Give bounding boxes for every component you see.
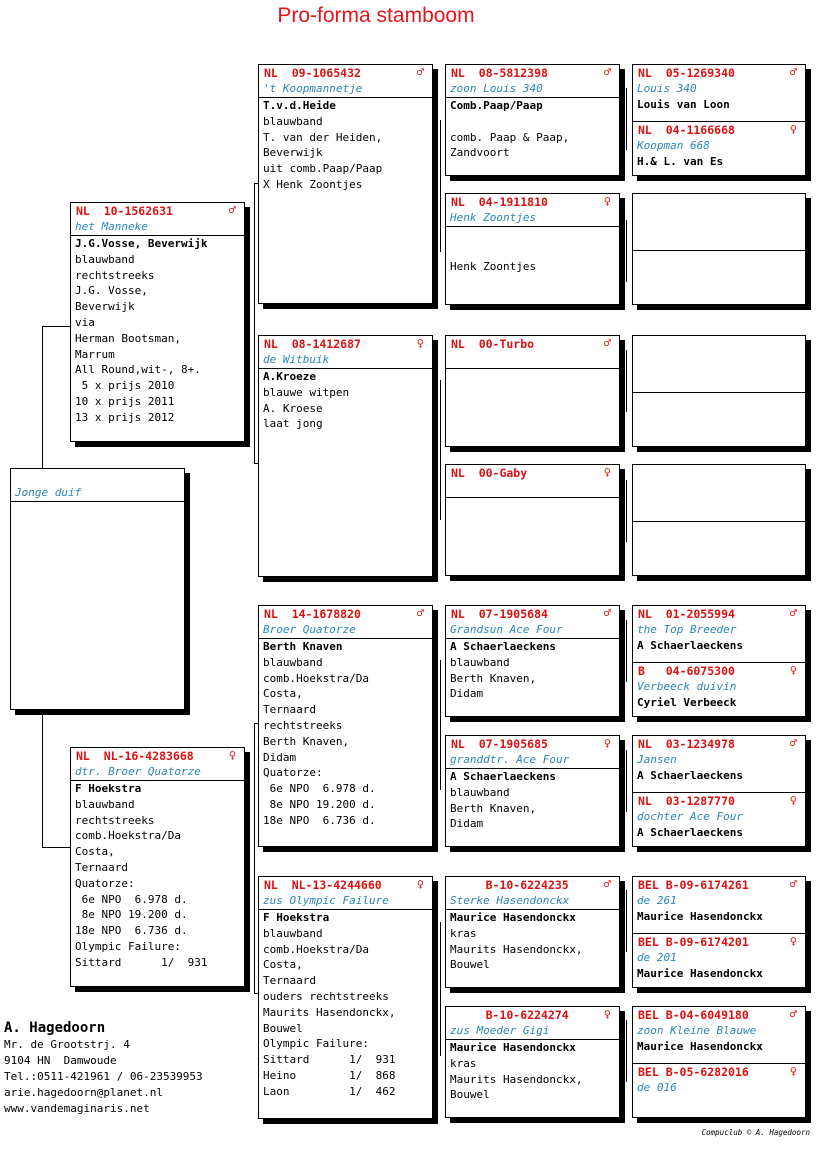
- connector: [42, 847, 72, 848]
- pedigree-half: [633, 465, 805, 521]
- breeder-line: A Schaerlaeckens: [637, 769, 743, 782]
- pedigree-half: [633, 194, 805, 250]
- detail-line: Olympic Failure:: [75, 939, 181, 953]
- owner-block: [4, 1019, 203, 1117]
- card-header: [633, 122, 805, 138]
- sex-symbol: ♂: [603, 65, 611, 79]
- pedigree-half: [633, 250, 805, 305]
- detail-line: Maurits Hasendonckx,: [263, 1005, 396, 1019]
- card-header: [633, 793, 805, 809]
- card-header: [633, 1007, 805, 1023]
- breeder-line: A Schaerlaeckens: [637, 826, 743, 839]
- pedigree-half: [633, 336, 805, 392]
- pigeon-name: Sterke Hasendonckx: [446, 893, 619, 910]
- detail-line: J.G. Vosse,: [75, 284, 148, 298]
- breeder-line: Maurice Hasendonckx: [637, 910, 763, 923]
- ring-number: NL 01-2055994: [638, 607, 735, 621]
- detail-line: Bouwel: [450, 1088, 490, 1102]
- owner-website[interactable]: www.vandemaginaris.net: [4, 1102, 150, 1115]
- connector: [626, 890, 627, 952]
- sex-symbol: ♂: [789, 736, 797, 750]
- card-header: [446, 65, 619, 81]
- detail-line: 6e NPO 6.978 d.: [75, 892, 188, 906]
- ring-number: BEL B-09-6174201: [638, 935, 749, 949]
- ring-number: NL 00-Turbo: [451, 337, 535, 351]
- owner-name: A. Hagedoorn: [4, 1020, 106, 1036]
- detail-line: Beverwijk: [75, 300, 135, 314]
- sex-symbol: ♀: [416, 877, 424, 891]
- connector: [440, 660, 441, 790]
- card-header: [446, 736, 619, 752]
- ring-number: NL 05-1269340: [638, 66, 735, 80]
- card-header: [446, 606, 619, 622]
- detail-line: Henk Zoontjes: [450, 259, 537, 273]
- detail-line: [446, 227, 619, 243]
- pigeon-name: dochter Ace Four: [637, 810, 743, 823]
- pigeon-name: Broer Quatorze: [259, 622, 432, 639]
- connector: [42, 326, 72, 327]
- sex-symbol: ♀: [603, 465, 611, 479]
- sex-symbol: ♂: [416, 606, 424, 620]
- detail-line: blauwband: [263, 926, 323, 940]
- detail-line: Costa,: [263, 958, 303, 972]
- breeder-line: A Schaerlaeckens: [637, 639, 743, 652]
- ring-number: B 04-6075300: [638, 664, 735, 678]
- detail-line: 18e NPO 6.736 d.: [263, 813, 376, 827]
- sex-symbol: ♂: [789, 877, 797, 891]
- card-header: [633, 65, 805, 81]
- pedigree-half: [633, 521, 805, 576]
- connector: [626, 350, 627, 412]
- pigeon-name: granddtr. Ace Four: [446, 752, 619, 769]
- ring-number: NL NL-16-4283668: [76, 749, 194, 763]
- pedigree-half: [633, 736, 805, 792]
- card-header: [259, 65, 432, 81]
- connector: [626, 480, 627, 542]
- card-header: [633, 934, 805, 950]
- connector: [42, 326, 43, 468]
- detail-line: comb. Paap & Paap,: [450, 130, 570, 144]
- owner-address: Mr. de Grootstrj. 4: [4, 1038, 130, 1051]
- pigeon-name: zoon Kleine Blauwe: [637, 1024, 757, 1037]
- subject-card: [10, 468, 185, 710]
- card-header: [259, 606, 432, 622]
- sex-symbol: ♀: [416, 336, 424, 350]
- ring-number: NL 04-1166668: [638, 123, 735, 137]
- ring-number: NL 07-1905684: [451, 607, 548, 621]
- detail-line: rechtstreeks: [75, 268, 155, 282]
- detail-line: blauwe witpen: [263, 385, 350, 399]
- sex-symbol: ♂: [228, 203, 236, 217]
- detail-line: Didam: [450, 687, 484, 701]
- ring-number: NL 09-1065432: [264, 66, 361, 80]
- card-header: [446, 194, 619, 210]
- detail-line: Berth Knaven,: [263, 734, 350, 748]
- ring-number: B-10-6224274: [451, 1008, 569, 1022]
- pedigree-card: [70, 747, 245, 987]
- detail-line: Laon 1/ 462: [263, 1084, 396, 1098]
- pedigree-card: [258, 876, 433, 1119]
- sex-symbol: ♂: [789, 1007, 797, 1021]
- card-header: [446, 336, 619, 352]
- detail-line: Berth Knaven,: [450, 801, 537, 815]
- detail-line: A Schaerlaeckens: [450, 640, 556, 653]
- card-header: [446, 1007, 619, 1023]
- ring-number: NL NL-13-4244660: [264, 878, 382, 892]
- detail-line: uit comb.Paap/Paap: [263, 162, 383, 176]
- sex-symbol: ♀: [789, 793, 797, 807]
- detail-line: via: [75, 315, 95, 329]
- detail-line: Beverwijk: [263, 146, 323, 160]
- pedigree-card: [445, 605, 620, 717]
- detail-line: F Hoekstra: [75, 782, 142, 795]
- sex-symbol: ♂: [603, 877, 611, 891]
- pigeon-name: Verbeeck duivin: [637, 680, 737, 693]
- connector: [440, 120, 441, 252]
- connector: [626, 1020, 627, 1082]
- pedigree-half: [633, 933, 805, 988]
- connector: [254, 723, 255, 993]
- sex-symbol: ♂: [789, 65, 797, 79]
- detail-line: Sittard 1/ 931: [263, 1053, 396, 1067]
- ring-number: BEL B-04-6049180: [638, 1008, 749, 1022]
- card-header: [446, 465, 619, 481]
- detail-line: 8e NPO 19.200 d.: [75, 908, 188, 922]
- detail-line: blauwband: [75, 252, 135, 266]
- ring-number: NL 10-1562631: [76, 204, 173, 218]
- detail-line: Marrum: [75, 347, 115, 361]
- ring-number: NL 14-1678820: [264, 607, 361, 621]
- detail-line: Costa,: [263, 687, 303, 701]
- ring-number: NL 08-5812398: [451, 66, 548, 80]
- detail-line: 6e NPO 6.978 d.: [263, 782, 376, 796]
- pigeon-name: Louis 340: [637, 82, 697, 95]
- detail-line: 8e NPO 19.200 d.: [263, 797, 376, 811]
- owner-city: 9104 HN Damwoude: [4, 1054, 117, 1067]
- pigeon-name: zus Moeder Gigi: [446, 1023, 619, 1040]
- card-header: [633, 877, 805, 893]
- detail-line: T. van der Heiden,: [263, 130, 383, 144]
- detail-line: Comb.Paap/Paap: [450, 99, 543, 112]
- sex-symbol: ♀: [789, 1064, 797, 1078]
- detail-line: Ternaard: [263, 974, 316, 988]
- detail-line: [446, 243, 619, 259]
- detail-line: rechtstreeks: [263, 718, 343, 732]
- owner-email[interactable]: arie.hagedoorn@planet.nl: [4, 1086, 163, 1099]
- detail-line: A Schaerlaeckens: [450, 770, 556, 783]
- pedigree-card: [445, 193, 620, 305]
- pigeon-name: Koopman 668: [637, 139, 710, 152]
- sex-symbol: ♂: [603, 606, 611, 620]
- connector: [440, 380, 441, 520]
- connector: [42, 710, 43, 847]
- pigeon-name: Jonge duif: [11, 485, 184, 502]
- detail-line: 13 x prijs 2012: [75, 410, 175, 424]
- detail-line: Ternaard: [263, 703, 316, 717]
- detail-line: blauwband: [263, 655, 323, 669]
- pedigree-pair: [632, 605, 806, 717]
- pigeon-name: Grandsun Ace Four: [446, 622, 619, 639]
- detail-line: Quatorze:: [263, 766, 323, 780]
- pedigree-pair: [632, 1006, 806, 1118]
- ring-number: BEL B-09-6174261: [638, 878, 749, 892]
- pigeon-name: de 016: [637, 1081, 677, 1094]
- detail-line: Maurice Hasendonckx: [450, 1041, 576, 1054]
- connector: [626, 220, 627, 282]
- connector: [626, 88, 627, 150]
- detail-line: 5 x prijs 2010: [75, 379, 175, 393]
- credit-text: Compuclub © A. Hagedoorn: [701, 1128, 810, 1137]
- detail-line: Zandvoort: [450, 146, 510, 160]
- pedigree-half: [633, 1063, 805, 1118]
- pedigree-half: [633, 1007, 805, 1063]
- detail-line: Olympic Failure:: [263, 1037, 369, 1051]
- pigeon-name: het Manneke: [71, 219, 244, 236]
- pedigree-half: [633, 606, 805, 662]
- detail-line: Heino 1/ 868: [263, 1068, 396, 1082]
- sex-symbol: ♂: [416, 65, 424, 79]
- pedigree-pair: [632, 876, 806, 988]
- detail-line: 10 x prijs 2011: [75, 394, 175, 408]
- pigeon-name: 't Koopmannetje: [259, 81, 432, 98]
- pigeon-name: Henk Zoontjes: [446, 210, 619, 227]
- pigeon-name: dtr. Broer Quatorze: [71, 764, 244, 781]
- card-header: [633, 1064, 805, 1080]
- pedigree-pair: [632, 464, 806, 576]
- card-header: [446, 877, 619, 893]
- pedigree-card: [258, 64, 433, 304]
- pigeon-name: de 261: [637, 894, 677, 907]
- pedigree-card: [258, 605, 433, 847]
- pigeon-name: de Witbuik: [259, 352, 432, 369]
- owner-phone: Tel.:0511-421961 / 06-23539953: [4, 1070, 203, 1083]
- breeder-line: Maurice Hasendonckx: [637, 1040, 763, 1053]
- ring-number: B-10-6224235: [451, 878, 569, 892]
- detail-line: ouders rechtstreeks: [263, 989, 389, 1003]
- ring-number: NL 08-1412687: [264, 337, 361, 351]
- pedigree-half: [633, 792, 805, 847]
- pigeon-name: zoon Louis 340: [446, 81, 619, 98]
- breeder-line: Maurice Hasendonckx: [637, 967, 763, 980]
- ring-number: NL 03-1287770: [638, 794, 735, 808]
- detail-line: Berth Knaven: [263, 640, 343, 653]
- pedigree-pair: [632, 64, 806, 176]
- detail-line: A.Kroeze: [263, 370, 316, 383]
- card-header: [259, 877, 432, 893]
- detail-line: Quatorze:: [75, 876, 135, 890]
- pedigree-pair: [632, 335, 806, 447]
- detail-line: Maurice Hasendonckx: [450, 911, 576, 924]
- detail-line: comb.Hoekstra/Da: [263, 942, 369, 956]
- pigeon-name: [446, 352, 619, 369]
- detail-line: T.v.d.Heide: [263, 99, 336, 112]
- detail-line: Bouwel: [263, 1021, 303, 1035]
- ring-number: NL 00-Gaby: [451, 466, 528, 480]
- ring-number: NL 03-1234978: [638, 737, 735, 751]
- detail-line: J.G.Vosse, Beverwijk: [75, 237, 208, 250]
- pigeon-name: the Top Breeder: [637, 623, 737, 636]
- connector: [440, 922, 441, 1056]
- detail-line: kras: [450, 926, 477, 940]
- detail-line: X Henk Zoontjes: [263, 177, 363, 191]
- pigeon-name: [446, 481, 619, 498]
- sex-symbol: ♀: [603, 194, 611, 208]
- pedigree-card: [445, 464, 620, 576]
- breeder-line: Louis van Loon: [637, 98, 730, 111]
- ring-number: BEL B-05-6282016: [638, 1065, 749, 1079]
- pedigree-pair: [632, 193, 806, 305]
- sex-symbol: ♀: [789, 934, 797, 948]
- card-header: [71, 203, 244, 219]
- pigeon-name: Jansen: [637, 753, 677, 766]
- detail-line: kras: [450, 1056, 477, 1070]
- detail-line: blauwband: [75, 797, 135, 811]
- pedigree-card: [258, 335, 433, 577]
- breeder-line: Cyriel Verbeeck: [637, 696, 737, 709]
- sex-symbol: ♂: [603, 336, 611, 350]
- ring-number: NL 07-1905685: [451, 737, 548, 751]
- sex-symbol: ♀: [789, 663, 797, 677]
- connector: [254, 183, 255, 463]
- card-header: [71, 748, 244, 764]
- detail-line: Berth Knaven,: [450, 671, 537, 685]
- sex-symbol: ♂: [789, 606, 797, 620]
- detail-line: Sittard 1/ 931: [75, 955, 208, 969]
- detail-line: Bouwel: [450, 958, 490, 972]
- detail-line: Maurits Hasendonckx,: [450, 942, 583, 956]
- sex-symbol: ♀: [228, 748, 236, 762]
- pedigree-pair: [632, 735, 806, 847]
- pedigree-half: [633, 65, 805, 121]
- breeder-line: H.& L. van Es: [637, 155, 724, 168]
- detail-line: F Hoekstra: [263, 911, 330, 924]
- detail-line: comb.Hoekstra/Da: [263, 671, 369, 685]
- detail-line: blauwband: [450, 655, 510, 669]
- detail-line: rechtstreeks: [75, 813, 155, 827]
- pedigree-half: [633, 121, 805, 176]
- detail-line: [446, 114, 619, 130]
- detail-line: All Round,wit-, 8+.: [75, 363, 201, 377]
- pedigree-card: [445, 1006, 620, 1118]
- card-header: [633, 606, 805, 622]
- pigeon-name: de 201: [637, 951, 677, 964]
- detail-line: Maurits Hasendonckx,: [450, 1072, 583, 1086]
- detail-line: comb.Hoekstra/Da: [75, 829, 181, 843]
- detail-line: Ternaard: [75, 860, 128, 874]
- ring-number: NL 04-1911810: [451, 195, 548, 209]
- detail-line: Herman Bootsman,: [75, 331, 181, 345]
- sex-symbol: ♀: [603, 736, 611, 750]
- card-header: [633, 736, 805, 752]
- detail-line: blauwband: [450, 785, 510, 799]
- card-header: [633, 663, 805, 679]
- pedigree-card: [445, 335, 620, 447]
- pedigree-half: [633, 662, 805, 717]
- pedigree-card: [445, 876, 620, 988]
- pigeon-name: zus Olympic Failure: [259, 893, 432, 910]
- detail-line: A. Kroese: [263, 401, 323, 415]
- pedigree-half: [633, 877, 805, 933]
- detail-line: Costa,: [75, 845, 115, 859]
- pedigree-card: [445, 735, 620, 847]
- detail-line: blauwband: [263, 114, 323, 128]
- detail-line: laat jong: [263, 417, 323, 431]
- card-header: [259, 336, 432, 352]
- pedigree-card: [445, 64, 620, 176]
- detail-line: 18e NPO 6.736 d.: [75, 924, 188, 938]
- detail-line: Didam: [263, 750, 297, 764]
- connector: [626, 750, 627, 812]
- connector: [626, 620, 627, 682]
- pedigree-half: [633, 392, 805, 447]
- page-title: Pro-forma stamboom: [277, 4, 475, 27]
- sex-symbol: ♀: [603, 1007, 611, 1021]
- pedigree-card: [70, 202, 245, 442]
- sex-symbol: ♀: [789, 122, 797, 136]
- detail-line: Didam: [450, 817, 484, 831]
